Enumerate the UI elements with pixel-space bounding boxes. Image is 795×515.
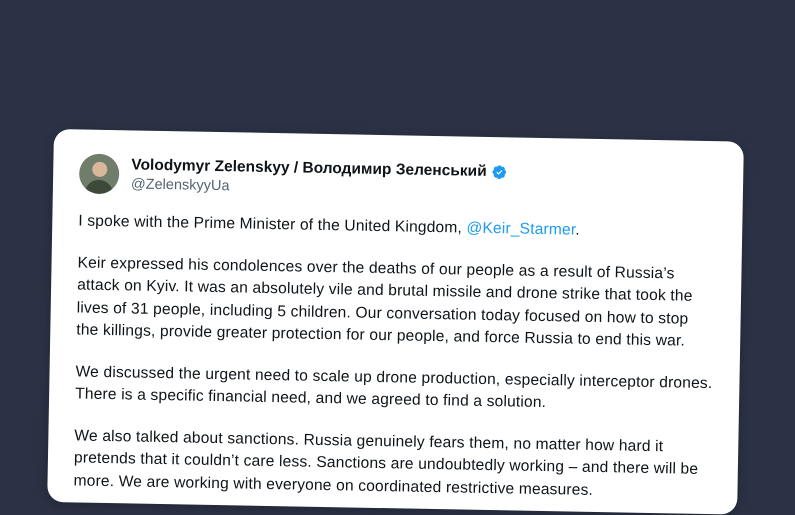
tweet-paragraph-2: Keir expressed his condolences over the deaths of our people as a result of Russia’s attack on Kyiv. It was an absolutely vile and brutal missile and drone strike that took the lives of 31 people, including 5 children. Our conversation today focused on how to stop the killings, provide greater protection for our people, and force Russia to end this war. [76, 253, 693, 350]
author-display-name[interactable]: Volodymyr Zelenskyy / Володимир Зеленський [131, 156, 487, 180]
tweet-paragraph-3: We discussed the urgent need to scale up drone production, especially interceptor drones. There is a specific financial need, and we agreed to find a solution. [74, 362, 713, 412]
paragraph-1-text-before: I spoke with the Prime Minister of the United Kingdom, [78, 212, 467, 237]
author-info [131, 154, 508, 201]
avatar-body [85, 180, 113, 195]
tweet-paragraph-4: We also talked about sanctions. Russia genuinely fears them, no matter how hard it pretends that it couldn’t care less. Sanctions are undoubtedly working – and there will be more. We are working with everyone on coordinated restrictive measures. [73, 426, 699, 499]
tweet-card[interactable] [47, 129, 744, 515]
tweet-paragraph-1 [78, 210, 716, 244]
verified-badge-icon [492, 164, 508, 180]
tweet-header [79, 153, 718, 205]
mention-link-keir-starmer[interactable]: @Keir_Starmer [466, 219, 576, 239]
author-handle[interactable]: @ZelenskyyUa [130, 176, 230, 195]
tweet-text [73, 210, 716, 504]
paragraph-1-text-after: . [575, 221, 580, 239]
avatar[interactable] [79, 153, 120, 194]
avatar-face [92, 162, 107, 177]
